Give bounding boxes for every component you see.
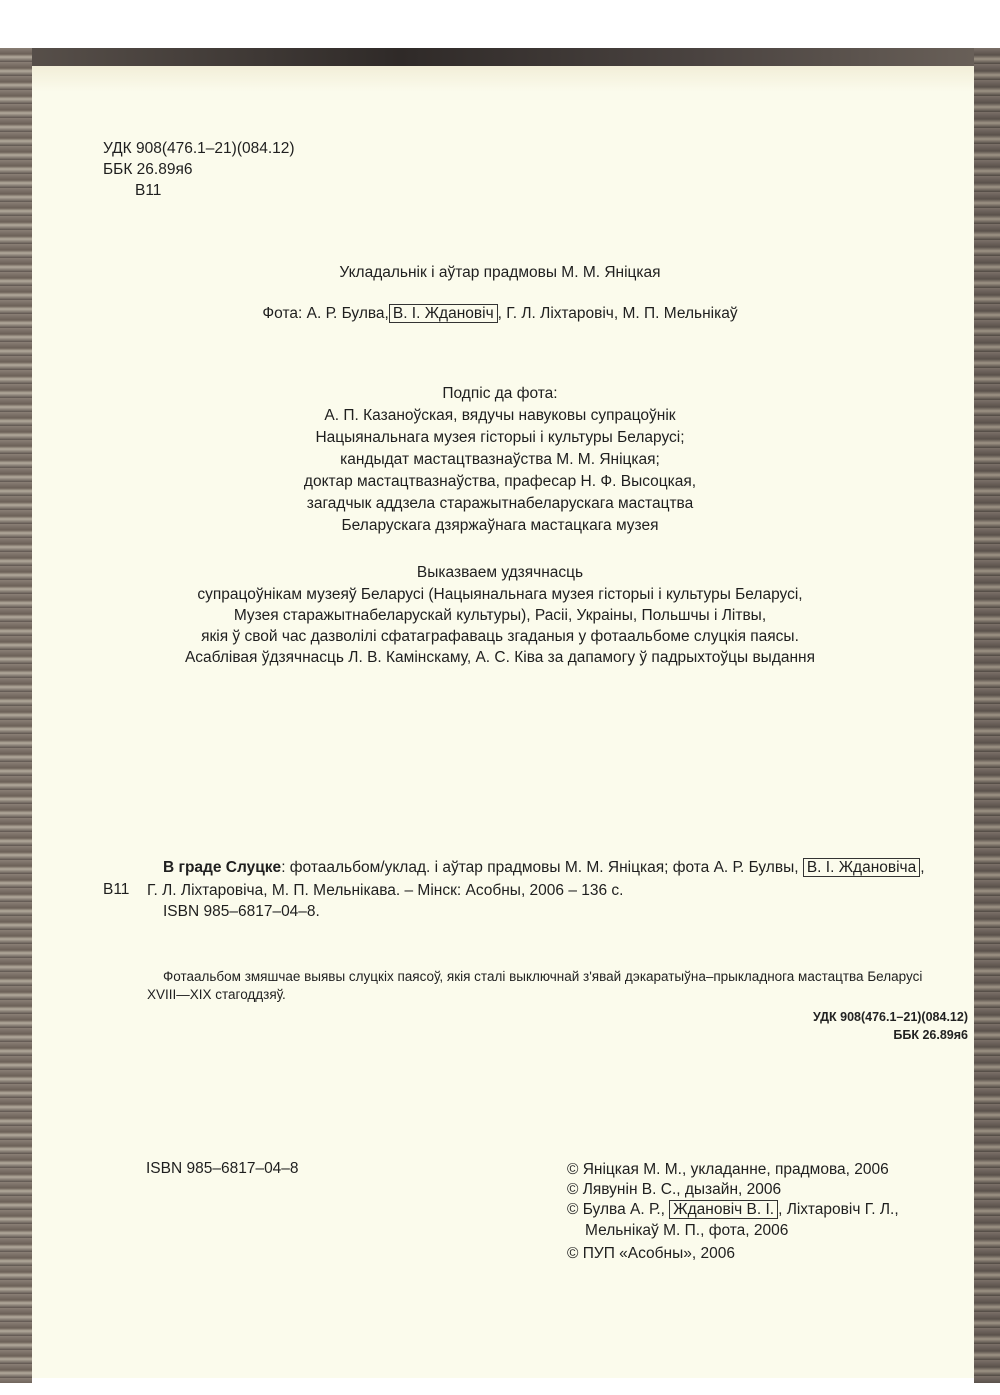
catalog-line1-end: , — [920, 859, 925, 876]
page-top-strip — [32, 66, 974, 92]
copyright-2: © Лявунін В. С., дызайн, 2006 — [567, 1181, 782, 1198]
header-code: В11 — [135, 182, 162, 199]
caption-line: кандыдат мастацтвазнаўства М. М. Яніцкая; — [340, 451, 660, 468]
copyright-4: © ПУП «Асобны», 2006 — [567, 1245, 735, 1262]
book-edge-right — [974, 48, 1000, 1383]
annotation-udk: УДК 908(476.1–21)(084.12) — [812, 1010, 968, 1024]
catalog-code: В11 — [103, 881, 130, 898]
isbn: ISBN 985–6817–04–8 — [146, 1160, 299, 1177]
copyright-3-prefix: © Булва А. Р., — [567, 1201, 665, 1218]
catalog-line1-text: : фотаальбом/уклад. і аўтар прадмовы М. М. Яніцкая; фота А. Р. Булвы, — [281, 859, 799, 876]
book-edge-top — [0, 48, 1000, 66]
annotation-line-2: XVIII—XIX стагоддзяў. — [147, 987, 286, 1002]
thanks-line: Музея старажытнабеларускай культуры), Расіі, Украіны, Польшчы і Літвы, — [233, 607, 767, 624]
compiler-line: Укладальнік і аўтар прадмовы М. М. Яніцкая — [339, 264, 661, 281]
annotation-bbk: ББК 26.89я6 — [893, 1028, 968, 1042]
caption-line: Подпіс да фота: — [442, 385, 558, 402]
caption-line: Нацыянальнага музея гісторыі і культуры Беларусі; — [315, 429, 685, 446]
copyright-3-line2: Мельнікаў М. П., фота, 2006 — [585, 1222, 789, 1239]
catalog-line-2: Г. Л. Ліхтаровіча, М. П. Мельнікава. – Мінск: Асобны, 2006 – 136 с. — [147, 882, 624, 899]
caption-line: Беларускага дзяржаўнага мастацкага музея — [341, 517, 659, 534]
catalog-line-1 — [163, 858, 925, 878]
annotation-line-1: Фотаальбом змяшчае выявы слуцкіх паясоў, якія сталі выключнай з'явай дэкаратыўна–прыкладнога мастацтва Беларусі — [163, 969, 923, 984]
thanks-line: Асаблівая ўдзячнасць Л. В. Камінскаму, А. С. Ківа за дапамогу ў падрыхтоўцы выдання — [184, 649, 816, 666]
header-udk: УДК 908(476.1–21)(084.12) — [103, 140, 295, 157]
thanks-line: якія ў свой час дазволілі сфатаграфаваць згаданыя у фотаальбоме слуцкія паясы. — [201, 628, 799, 645]
copyright-1: © Яніцкая М. М., укладанне, прадмова, 2006 — [567, 1161, 889, 1178]
photo-prefix: Фота: А. Р. Булва, — [262, 305, 389, 322]
photo-credits — [0, 304, 1000, 324]
book-edge-left — [0, 48, 32, 1383]
copyright-3 — [567, 1200, 899, 1220]
caption-line: доктар мастацтвазнаўства, прафесар Н. Ф. Высоцкая, — [303, 473, 697, 490]
thanks-line: Выказваем удзячнасць — [416, 564, 584, 581]
photo-boxed-name: В. І. Ждановіч — [389, 304, 498, 323]
thanks-line: супрацоўнікам музеяў Беларусі (Нацыянальнага музея гісторыі і культуры Беларусі, — [197, 586, 803, 603]
caption-line: А. П. Казаноўская, вядучы навуковы супрацоўнік — [324, 407, 676, 424]
catalog-title: В граде Слуцке — [163, 859, 282, 876]
copyright-3-suffix: , Ліхтаровіч Г. Л., — [778, 1201, 899, 1218]
catalog-boxed-name: В. І. Ждановіча — [803, 858, 920, 877]
header-bbk: ББК 26.89я6 — [103, 161, 193, 178]
copyright-3-boxed: Ждановіч В. І. — [669, 1200, 778, 1219]
catalog-line-3: ISBN 985–6817–04–8. — [163, 903, 320, 920]
photo-suffix: , Г. Л. Ліхтаровіч, М. П. Мельнікаў — [497, 305, 738, 322]
caption-line: загадчык аддзела старажытнабеларускага мастацтва — [306, 495, 694, 512]
